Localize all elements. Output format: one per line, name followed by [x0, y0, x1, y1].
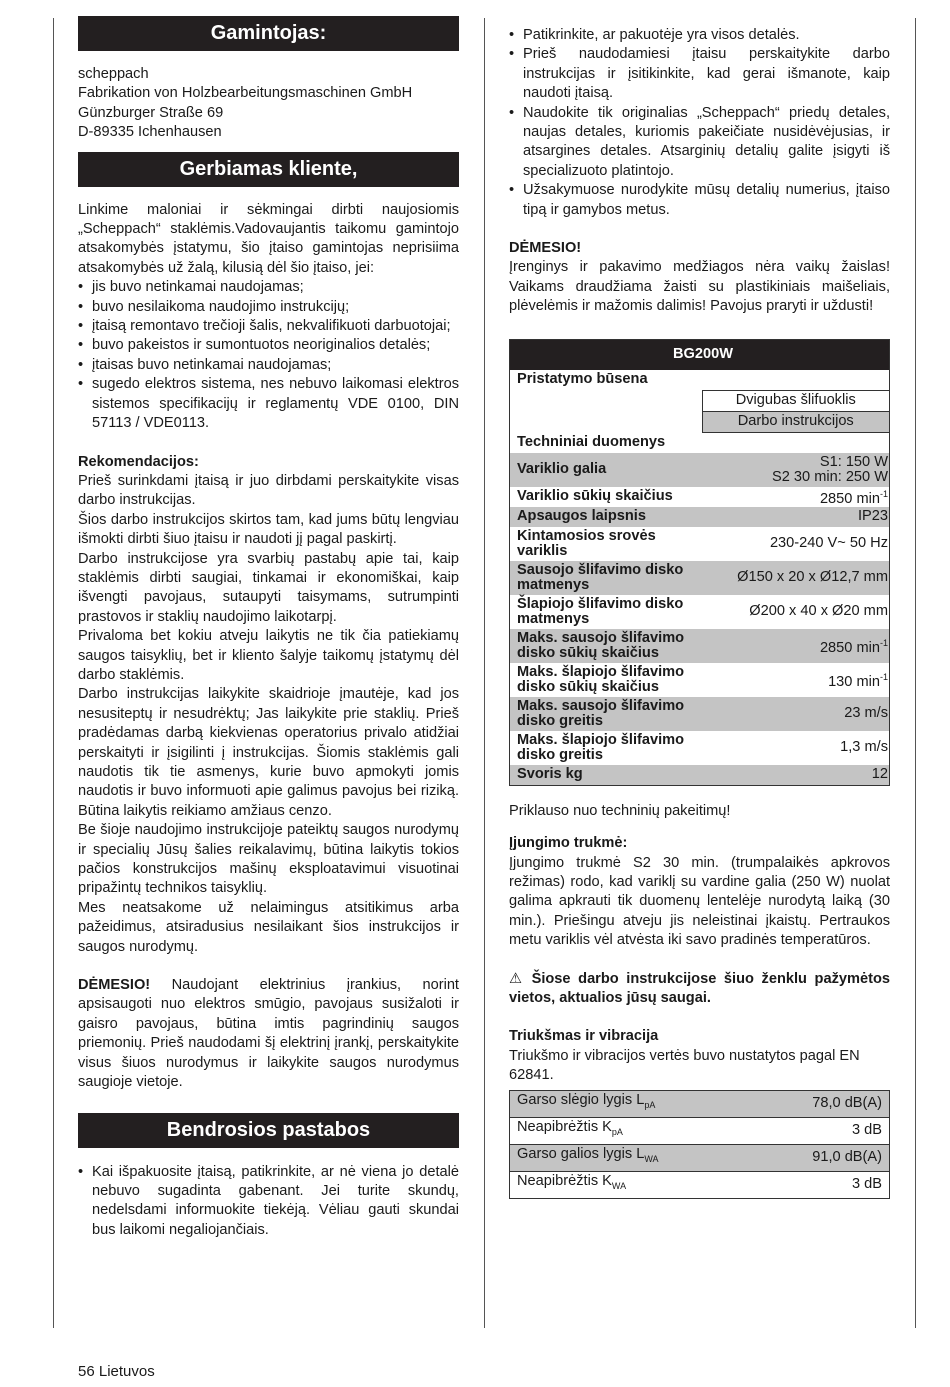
spec-row-label: Maks. šlapiojo šlifavimo disko greitis [517, 731, 685, 763]
list-item: • sugedo elektros sistema, nes nebuvo laikomasi elektros sistemos specifikacijų ir reglamentų VDE 0100, DIN 57113 / VDE0113. [78, 375, 459, 433]
spec-row-label: Maks. sausojo šlifavimo disko sūkių skaičius [510, 629, 703, 663]
attention-text: Įrenginys ir pakavimo medžiagos nėra vaikų žaislas! Vaikams draudžiama žaisti su plastikiniais maišeliais, plėvelėmis ir mažomis dalimis! Pavojus praryti ir uždusti! [509, 259, 890, 315]
list-item: • buvo nesilaikoma naudojimo instrukcijų; [78, 298, 459, 317]
attention-label: DĖMESIO! [78, 977, 151, 994]
recommendation-paragraph: Mes neatsakome už nelaimingus atsitikimus arba pažeidimus, atsiradusius nesilaikant šios instrukcijos ir saugos nurodymų. [78, 899, 459, 955]
spec-row-value-exponent: -1 [879, 671, 888, 682]
safety-warning [509, 970, 890, 1009]
spec-row-value: Ø200 x 40 x Ø20 mm [749, 603, 888, 620]
attention-paragraph [78, 976, 459, 1092]
noise-row-value: 78,0 dB(A) [756, 1090, 889, 1117]
changes-note: Priklauso nuo techninių pakeitimų! [509, 802, 731, 819]
recommendation-paragraph: Darbo instrukcijas laikykite skaidrioje įmautėje, kad jos nesusiteptų ir nesudrėktų; Jas laikykite prie staklių. Prieš pradėdamas darbą kiekvienas operatorius privalo atidžiai perskaityti ir įsigilinti į instrukcijas. Šiomis staklėmis gali naudotis tik tie asmenys, kurie buvo apmokyti jomis naudotis ir buvo informuoti apie galimus pavojus bei riziką. Būtina laikytis reikiamo amžiaus cenzo. [78, 686, 459, 819]
noise-title: Triukšmas ir vibracija [509, 1028, 659, 1045]
noise-row-label: Garso slėgio lygis $L_{pA}$ [510, 1090, 757, 1117]
spec-row-value: 230-240 V~ 50 Hz [769, 535, 888, 552]
spec-row-value-exponent: -1 [879, 488, 888, 499]
left-margin-line [53, 18, 54, 1328]
attention-text: Naudojant elektrinius įrankius, norint apsisaugoti nuo elektros smūgio, pavojaus susižaloti ir gaisro pavojaus, būtina imtis pagrindinių saugos priemonių. Prieš naudodami šį elektrinį įrankį, perskaitykite visus šiuos nurodymus ir laikykite saugos nurodymus saugioje vietoje. [78, 977, 459, 1091]
noise-row [510, 1117, 890, 1144]
spec-delivery-label: Pristatymo būsena [517, 371, 648, 388]
spec-row-value: 2850 $\min^{-1}$ [702, 629, 890, 663]
spec-row [510, 561, 890, 595]
noise-row-label: Neapibrėžtis $K_{pA}$ [510, 1117, 757, 1144]
list-item: • Patikrinkite, ar pakuotėje yra visos detalės. [509, 26, 890, 45]
general-notes-list [78, 1163, 459, 1241]
spec-row-label: Maks. šlapiojo šlifavimo disko sūkių skaičius [517, 663, 685, 695]
noise-rows [510, 1090, 890, 1198]
spec-row-label: Sausojo šlifavimo disko matmenys [510, 561, 703, 595]
manufacturer-address [78, 65, 459, 143]
recommendation-paragraph: Privaloma bet kokiu atveju laikytis ne tik čia patiekiamų saugos taisyklių, bet ir kliento šalyje taikomų įstatymų dėl darbo staklėmis. [78, 628, 459, 683]
spec-row [510, 697, 890, 731]
list-item: • Naudokite tik originalias „Scheppach“ priedų detales, naujas detales, kuriomis pakeičiate nusidėvėjusias, ir atsargines detales. Atsarginių detalių galite įsigyti iš specializuoto platintojo. [509, 104, 890, 182]
noise-row [510, 1144, 890, 1171]
duty-text: Įjungimo trukmė S2 30 min. (trumpalaikės apkrovos režimas) rodo, kad variklį su vardine galia (250 W) nuolat galima apkrauti tik duomenų lentelėje nurodytą laiką (30 min.). Priešingu atveju jis neleistinai įkaistų. Pertraukos metu variklis vėl atvėsta iki savo pradinės temperatūros. [509, 854, 890, 949]
spec-row [510, 527, 890, 561]
noise-row-subscript: pA [611, 1127, 623, 1138]
spec-row-value: 12 [702, 765, 890, 786]
warning-triangle-icon: ⚠ [509, 970, 523, 987]
spec-row [510, 487, 890, 507]
noise-row-label: Garso galios lygis $L_{WA}$ [510, 1144, 757, 1171]
list-item: • jis buvo netinkamai naudojamas; [78, 278, 459, 297]
right-column [509, 26, 890, 1199]
motor-value-s2: S2 30 min: 250 W [772, 468, 888, 485]
duty-title: Įjungimo trukmė: [509, 835, 628, 852]
noise-row-subscript: WA [611, 1181, 627, 1192]
noise-row-subscript: WA [644, 1154, 659, 1165]
spec-row-value: IP23 [702, 507, 890, 527]
spec-row-value: 130 $\min^{-1}$ [828, 671, 888, 690]
address-line: Günzburger Straße 69 [78, 104, 224, 121]
recommendation-paragraph: Darbo instrukcijose yra svarbių pastabų apie tai, kaip staklėmis dirbti saugiai, tinkamai ir ekonomiškai, kaip išvengti pavojaus, sutaupyti taisymams, sutrumpinti prastovos ir staklių naudojimo laikotarpį. [78, 550, 459, 625]
heading-manufacturer: Gamintojas: [78, 16, 459, 51]
page-footer: 56 Lietuvos [78, 1363, 155, 1380]
address-line: scheppach [78, 66, 149, 82]
spec-row-value: 2850 $\min^{-1}$ [819, 488, 888, 507]
spec-row [510, 507, 890, 527]
attention-label: DĖMESIO! [509, 240, 582, 257]
spec-row-label: Apsaugos laipsnis [510, 507, 703, 527]
right-margin-line [915, 18, 916, 1328]
noise-row [510, 1171, 890, 1198]
list-item: • Kai išpakuosite įtaisą, patikrinkite, ar nė viena jo detalė nebuvo sugadinta gabenant. Jei turite skundų, nedelsdami informuokite tiekėją. Vėliau gauti skundai bus laikomi negaliojančiais. [78, 1163, 459, 1241]
liability-conditions-list [78, 278, 459, 433]
spec-row-value: Ø150 x 20 x Ø12,7 mm [702, 561, 890, 595]
recommendation-paragraph: Be šioje naudojimo instrukcijoje pateiktų saugos nurodymų ir specialių Jūsų šalies reikalavimų, būtina laikytis tokios pačios konstrukcijos mašinų eksploatavimui visuotinai pripažintų technikos taisyklių. [78, 822, 459, 897]
left-column [78, 16, 459, 1240]
noise-row-value: 91,0 dB(A) [756, 1144, 889, 1171]
noise-row-value: 3 dB [756, 1117, 889, 1144]
general-notes-list-continued [509, 26, 890, 220]
delivery-item: Darbo instrukcijos [702, 411, 890, 432]
spec-row-label: Variklio galia [510, 453, 703, 487]
heading-customer: Gerbiamas kliente, [78, 152, 459, 187]
noise-row [510, 1090, 890, 1117]
noise-row-value: 3 dB [756, 1171, 889, 1198]
recommendation-paragraph: Šios darbo instrukcijos skirtos tam, kad jums būtų lengviau išmokti dirbti šiuo įtaisu ir naudoti jį pagal paskirtį. [78, 511, 459, 548]
center-divider-line [484, 18, 485, 1328]
spec-tech-label: Techniniai duomenys [517, 434, 666, 451]
spec-row [510, 629, 890, 663]
spec-row-label: Šlapiojo šlifavimo disko matmenys [517, 595, 684, 627]
address-line: D-89335 Ichenhausen [78, 124, 222, 141]
spec-row-value [702, 453, 890, 487]
spec-row-value: 23 m/s [702, 697, 890, 731]
list-item: • buvo pakeistos ir sumontuotos neoriginalios detalės; [78, 336, 459, 355]
spec-row-label: Svoris kg [510, 765, 703, 786]
intro-paragraph: Linkime maloniai ir sėkmingai dirbti naujosiomis „Scheppach“ staklėmis.Vadovaujantis taikomu gamintojo atsakomybės įstatymu, šio įtaiso gamintojas neprisiima atsakomybės už žalą, kilusią dėl šio įtaiso, jei: [78, 201, 459, 276]
noise-table [509, 1090, 890, 1199]
spec-row-label: Kintamosios srovės variklis [517, 527, 656, 559]
noise-row-label: Neapibrėžtis $K_{WA}$ [510, 1171, 757, 1198]
spec-model-header: BG200W [510, 339, 890, 370]
noise-text: Triukšmo ir vibracijos vertės buvo nustatytos pagal EN 62841. [509, 1047, 860, 1084]
recommendation-paragraph: Prieš surinkdami įtaisą ir juo dirbdami perskaitykite visas darbo instrukcijas. [78, 472, 459, 509]
spec-row-value-exponent: -1 [879, 637, 888, 648]
spec-row [510, 663, 890, 697]
recommendations-title: Rekomendacijos: [78, 453, 199, 470]
list-item: • Užsakymuose nurodykite mūsų detalių numerius, įtaiso tipą ir gamybos metus. [509, 181, 890, 220]
specification-table [509, 339, 890, 786]
spec-rows [510, 487, 890, 786]
motor-value-s1: S1: 150 W [819, 453, 888, 470]
spec-row-value: 1,3 m/s [840, 739, 888, 756]
spec-row [510, 765, 890, 786]
spec-row [510, 731, 890, 765]
list-item: • Prieš naudodamiesi įtaisu perskaitykite darbo instrukcijas ir įsitikinkite, kad gerai išmanote, kaip naudoti įtaisą. [509, 45, 890, 103]
delivery-item: Dvigubas šlifuoklis [702, 390, 890, 411]
safety-warning-text: Šiose darbo instrukcijose šiuo ženklu pažymėtos vietos, aktualios jūsų saugai. [509, 970, 890, 1006]
spec-row-label: Maks. sausojo šlifavimo disko greitis [510, 697, 703, 731]
spec-row-label: Variklio sūkių skaičius [517, 488, 673, 505]
list-item: • įtaisas buvo netinkamai naudojamas; [78, 356, 459, 375]
list-item: • įtaisą remontavo trečioji šalis, nekvalifikuoti darbuotojai; [78, 317, 459, 336]
spec-row [510, 595, 890, 629]
address-line: Fabrikation von Holzbearbeitungsmaschinen GmbH [78, 85, 413, 102]
noise-row-subscript: pA [644, 1100, 656, 1111]
heading-general-notes: Bendrosios pastabos [78, 1113, 459, 1148]
